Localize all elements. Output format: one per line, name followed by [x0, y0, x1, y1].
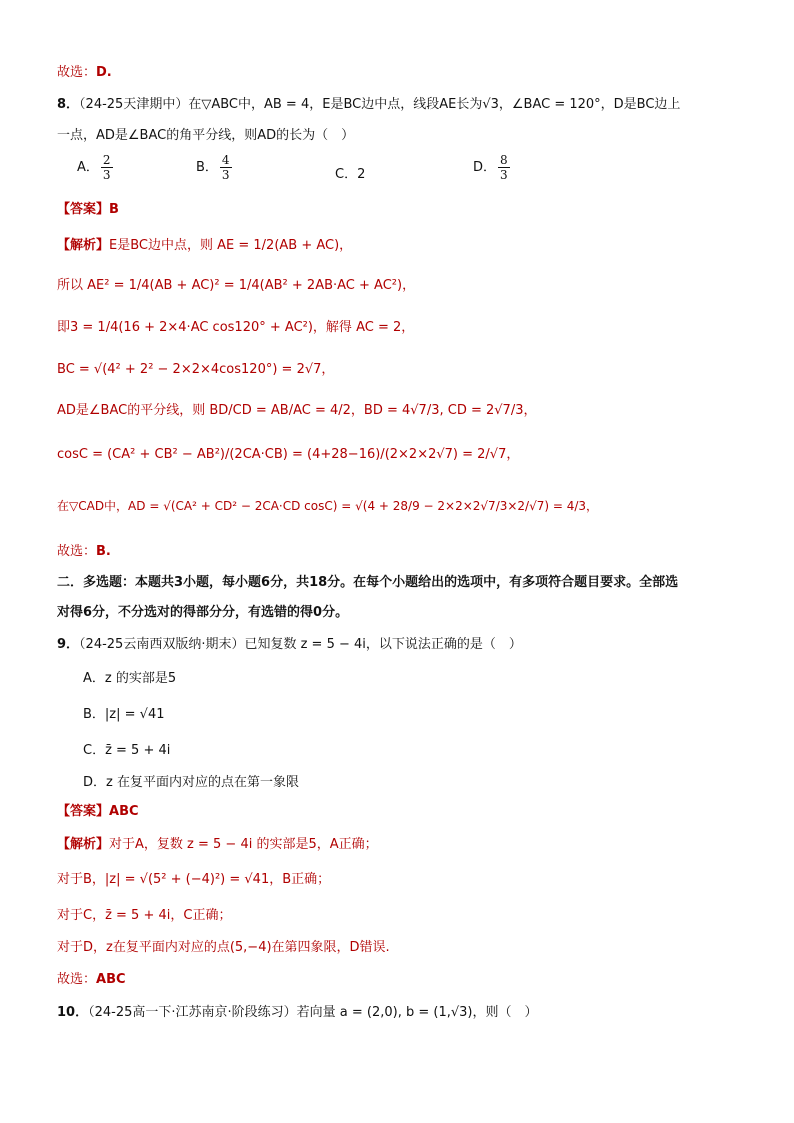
q9-analysis-line2: 对于B，|z| = √(5² + (−4)²) = √41，B正确； — [57, 872, 331, 887]
q8-analysis-line6: cosC = (CA² + CB² − AB²)/(2CA·CB) = (4+28−16)/(2×2×2√7) = 2/√7， — [57, 447, 520, 462]
q8-analysis-line2: 所以 AE² = 1/4(AB + AC)² = 1/4(AB² + 2AB·AC + AC²)， — [57, 278, 416, 293]
q8-analysis-line3: 即3 = 1/4(16 + 2×4·AC cos120° + AC²)，解得 AC = 2， — [57, 320, 415, 335]
q8-analysis-line7: 在▽CAD中，AD = √(CA² + CD² − 2CA·CD cosC) = √(4 + 28/9 − 2×2×2√7/3×2/√7) = 4/3， — [57, 499, 599, 513]
section2-title: 二．多选题：本题共3小题，每小题6分，共18分。在每个小题给出的选项中，有多项符合题目要求。全部选 — [57, 575, 679, 590]
q8-number: 8． — [57, 97, 80, 112]
q8-analysis-line4: BC = √(4² + 2² − 2×2×4cos120°) = 2√7， — [57, 362, 335, 377]
q9-number: 9． — [57, 637, 80, 652]
q8-option-b: B． $\frac{4}{3}$ — [196, 153, 230, 182]
q9-option-b: B．|z| = √41 — [83, 707, 165, 722]
q9-answer: 【答案】ABC — [57, 804, 139, 819]
q8-option-d: D． $\frac{8}{3}$ — [473, 153, 508, 182]
q10-number: 10． — [57, 1005, 89, 1020]
q8-option-a: A． $\frac{2}{3}$ — [77, 153, 111, 182]
q9-option-c: C．z̄ = 5 + 4i — [83, 743, 171, 758]
q9-analysis-line3: 对于C，z̄ = 5 + 4i，C正确； — [57, 908, 232, 923]
q8-conclusion: 故选：B. — [57, 544, 111, 559]
q9-option-d: D．z 在复平面内对应的点在第一象限 — [83, 775, 299, 790]
q9-conclusion: 故选：ABC — [57, 972, 126, 987]
section2-title-line2: 对得6分，不分选对的得部分分，有选错的得0分。 — [57, 605, 349, 620]
q9-source: （24-25云南西双版纳·期末） — [79, 637, 245, 652]
q9-option-a: A．z 的实部是5 — [83, 671, 177, 686]
q10-source: （24-25高一下·江苏南京·阶段练习） — [88, 1005, 297, 1020]
q8-stem-text1: 在▽ABC中，AB = 4，E是BC边中点，线段AE长为√3，∠BAC = 120°，D是BC边上 — [188, 97, 681, 112]
q9-analysis-line4: 对于D，z在复平面内对应的点(5,−4)在第四象限，D错误. — [57, 940, 390, 955]
q8-analysis-line1: 【解析】E是BC边中点，则 AE = 1/2(AB + AC)， — [57, 238, 353, 253]
q9-stem: 9．（24-25云南西双版纳·期末）已知复数 z = 5 − 4i，以下说法正确的是（ ） — [57, 637, 522, 652]
q8-source: （24-25天津期中） — [79, 97, 189, 112]
q9-analysis-line1: 【解析】对于A，复数 z = 5 − 4i 的实部是5，A正确； — [57, 837, 378, 852]
q8-stem-line1 — [57, 95, 680, 115]
q10-stem: 10．（24-25高一下·江苏南京·阶段练习）若向量 a = (2,0), b = (1,√3)，则（ ） — [57, 1005, 538, 1020]
q8-option-c: C．2 — [335, 167, 366, 182]
prev-conclusion: 故选：D. — [57, 65, 112, 80]
q8-stem-line2: 一点，AD是∠BAC的角平分线，则AD的长为（ ） — [57, 128, 355, 143]
q8-answer: 【答案】B — [57, 202, 119, 217]
q8-analysis-line5: AD是∠BAC的平分线，则 BD/CD = AB/AC = 4/2，BD = 4√7/3, CD = 2√7/3， — [57, 403, 537, 418]
